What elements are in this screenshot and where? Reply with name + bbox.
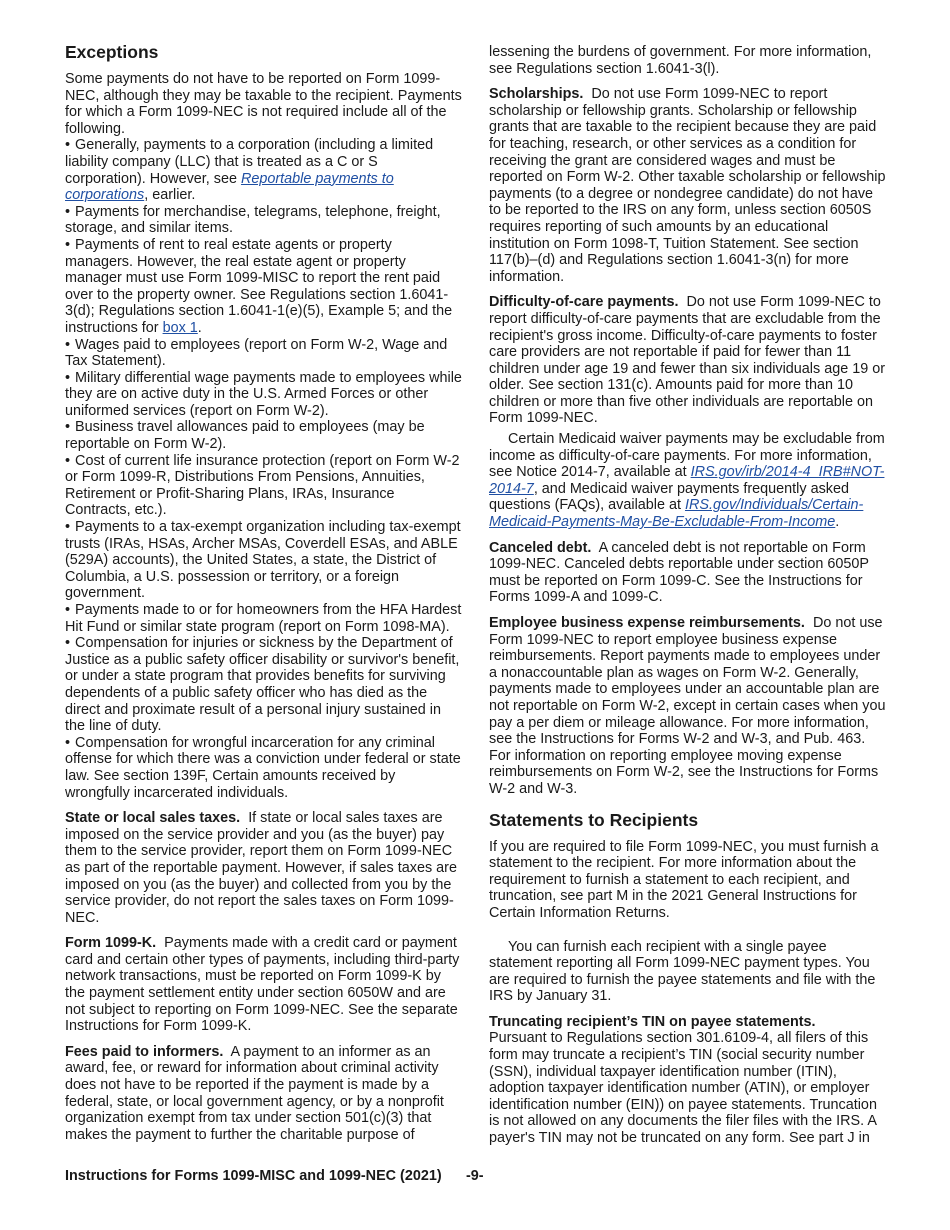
sales-tax-title: State or local sales taxes. xyxy=(65,810,241,827)
informers-title: Fees paid to informers. xyxy=(65,1043,224,1060)
tin-truncation-paragraph xyxy=(489,1014,886,1147)
informers-body: A payment to an informer as an award, fee, or reward for information about criminal activity does not have to be reported if the payment is made by a federal, state, or local government agency, or by a nonprofit organization exempt from tax under section 501(c)(3) that makes the payment to further the charitable purpose of xyxy=(65,1043,444,1143)
medicaid-paragraph xyxy=(489,431,886,531)
scholarships-title: Scholarships. xyxy=(489,86,584,103)
difficulty-of-care-paragraph xyxy=(489,294,886,427)
employee-expense-body: Do not use Form 1099-NEC to report employee business expense reimbursements. Report payments made to employees under a nonaccountable plan as wages on Form W-2. Generally, payments made to employees under an accountable plan are not reportable on Form W-2, except in certain cases when you pay a per diem or mileage allowance. For more information, see the Instructions for Forms W-2 and W-3, and Pub. 463. For information on reporting employee moving expense reimbursements on Form W-2, see the Instructions for Forms W-2 and W-3. xyxy=(489,615,886,797)
exception-item: • Payments made to or for homeowners from the HFA Hardest Hit Fund or similar state program (report on Form 1098-MA). xyxy=(65,602,462,635)
exception-item: • Wages paid to employees (report on Form W-2, Wage and Tax Statement). xyxy=(65,337,462,370)
difficulty-of-care-body: Do not use Form 1099-NEC to report difficulty-of-care payments that are excludable from the recipient's gross income. Difficulty-of-care payments to foster care providers are not reportable if paid for fewer than 11 children under age 19 and fewer than six individuals age 19 or older. See section 131(c). Amounts paid for more than 10 children or more than five other individuals are reportable on Form 1099-NEC. xyxy=(489,294,886,427)
exceptions-intro: Some payments do not have to be reported on Form 1099-NEC, although they may be taxable to the recipient. Payments for which a Form 1099-NEC is not required include all of the following. xyxy=(65,71,462,137)
scholarships-body: Do not use Form 1099-NEC to report scholarship or fellowship grants. Scholarship or fellowship grants that are taxable to the recipient because they are paid for teaching, research, or other services as a condition for receiving the grant are considered wages and must be reported on Form W-2. Other taxable scholarship or fellowship payments (to a degree or nondegree candidate) do not have to be reported to the IRS on any form, unless section 6050S requires reporting of such amounts by an educational institution on Form 1098-T, Tuition Statement. See section 117(b)–(d) and Regulations section 1.6041-3(n) for more information. xyxy=(489,86,886,285)
informers-paragraph xyxy=(65,1044,462,1144)
exception-item: • Payments to a tax-exempt organization including tax-exempt trusts (IRAs, HSAs, Archer MSAs, Coverdell ESAs, and ABLE (529A) accounts), the United States, a state, the District of Columbia, a U.S. possession or territory, or a foreign government. xyxy=(65,519,462,602)
exception-text: Payments of rent to real estate agents or property managers. However, the real estate agent or property manager must use Form 1099-MISC to report the rent paid over to the property owner. See Regulations section 1.6041-3(d); Regulations section 1.6041-1(e)(5), Example 5; and the instructions for xyxy=(65,236,453,336)
exception-item: • Military differential wage payments made to employees while they are on active duty in the U.S. Armed Forces or other uniformed services (report on Form W-2). xyxy=(65,370,462,420)
page-number: -9- xyxy=(466,1168,484,1184)
footer-title: Instructions for Forms 1099-MISC and 1099-NEC (2021) xyxy=(65,1168,442,1184)
exceptions-heading: Exceptions xyxy=(65,42,159,62)
reportable-payments-link[interactable]: Reportable payments to corporations xyxy=(65,170,394,204)
box-1-link[interactable]: box 1 xyxy=(162,319,198,336)
exception-text: . xyxy=(197,319,202,336)
canceled-debt-paragraph xyxy=(489,540,886,606)
canceled-debt-body: A canceled debt is not reportable on Form 1099-NEC. Canceled debts reportable under section 6050P must be reported on Form 1099-C. See the Instructions for Forms 1099-A and 1099-C. xyxy=(489,539,869,606)
sales-tax-body: If state or local sales taxes are imposed on the service provider and you (as the buyer) pay them to the service provider, report them on Form 1099-NEC as part of the reportable payment. However, if sales taxes are imposed on you (as the buyer) and collected from you by the service provider, do not report the sales taxes on Form 1099-NEC. xyxy=(65,810,457,926)
exception-text: , earlier. xyxy=(144,187,196,204)
left-column xyxy=(65,40,462,1152)
right-column xyxy=(489,44,886,1147)
employee-expense-paragraph xyxy=(489,615,886,798)
statements-heading: Statements to Recipients xyxy=(489,809,699,830)
sales-tax-paragraph xyxy=(65,810,462,926)
canceled-debt-title: Canceled debt. xyxy=(489,539,592,556)
tin-truncation-body: Pursuant to Regulations section 301.6109-4, all filers of this form may truncate a recipient’s TIN (social security number (SSN), individual taxpayer identification number (ITIN), adoption taxpayer identification number (ATIN), or employer identification number (EIN)) on payee statements. Truncation is not allowed on any documents the filer files with the IRS. A payer's TIN may not be truncated on any form. See part J in xyxy=(489,1030,877,1147)
notice-2014-7-link[interactable]: IRS.gov/irb/2014-4_IRB#NOT-2014-7 xyxy=(489,464,885,497)
form-1099k-body: Payments made with a credit card or payment card and certain other types of payments, including third-party network transactions, must be reported on Form 1099-K by the payment settlement entity under section 6050W and are not subject to reporting on Form 1099-NEC. See the separate Instructions for Form 1099-K. xyxy=(65,935,460,1035)
exception-item: • Cost of current life insurance protection (report on Form W-2 or Form 1099-R, Distributions From Pensions, Annuities, Retirement or Profit-Sharing Plans, IRAs, Insurance Contracts, etc.). xyxy=(65,453,462,519)
exception-text: Generally, payments to a corporation (including a limited liability company (LLC) that is treated as a C or S corporation). However, see xyxy=(65,137,434,187)
exception-item: • Compensation for wrongful incarceration for any criminal offense for which there was a conviction under federal or state law. See section 139F, Certain amounts received by wrongfully incarcerated individuals. xyxy=(65,735,462,801)
tin-truncation-title: Truncating recipient’s TIN on payee statements. xyxy=(489,1013,816,1030)
employee-expense-title: Employee business expense reimbursements. xyxy=(489,615,805,631)
medicaid-text: . xyxy=(835,514,840,531)
furnish-paragraph: You can furnish each recipient with a single payee statement reporting all Form 1099-NEC payment types. You are required to furnish the payee statements and file with the IRS by January 31. xyxy=(489,938,876,1005)
exception-item: • Payments for merchandise, telegrams, telephone, freight, storage, and similar items. xyxy=(65,204,462,237)
form-1099k-title: Form 1099-K. xyxy=(65,935,157,952)
medicaid-faq-link[interactable]: IRS.gov/Individuals/Certain-Medicaid-Payments-May-Be-Excludable-From-Income xyxy=(489,497,864,531)
exception-item xyxy=(65,137,462,203)
difficulty-of-care-title: Difficulty-of-care payments. xyxy=(489,294,679,311)
exception-item: • Compensation for injuries or sickness by the Department of Justice as a public safety officer disability or survivor's benefit, or under a state program that provides benefits for surviving dependents of a public safety officer who has died as the direct and proximate result of a personal injury sustained in the line of duty. xyxy=(65,635,462,735)
scholarships-paragraph xyxy=(489,86,886,285)
statements-paragraph: If you are required to file Form 1099-NEC, you must furnish a statement to the recipient. For more information about the requirement to furnish a statement to each recipient, and truncation, see part M in the 2021 General Instructions for Certain Information Returns. xyxy=(489,838,879,921)
continuation-paragraph: lessening the burdens of government. For more information, see Regulations section 1.6041-3(l). xyxy=(489,44,872,77)
form-1099k-paragraph xyxy=(65,935,462,1035)
exception-item: • Business travel allowances paid to employees (may be reportable on Form W-2). xyxy=(65,419,462,452)
exception-item xyxy=(65,237,462,337)
medicaid-text: , and Medicaid waiver payments frequently asked questions (FAQs), available at xyxy=(489,480,849,514)
medicaid-text: Certain Medicaid waiver payments may be excludable from income as difficulty-of-care payments. For more information, see Notice 2014-7, available at xyxy=(489,431,885,481)
